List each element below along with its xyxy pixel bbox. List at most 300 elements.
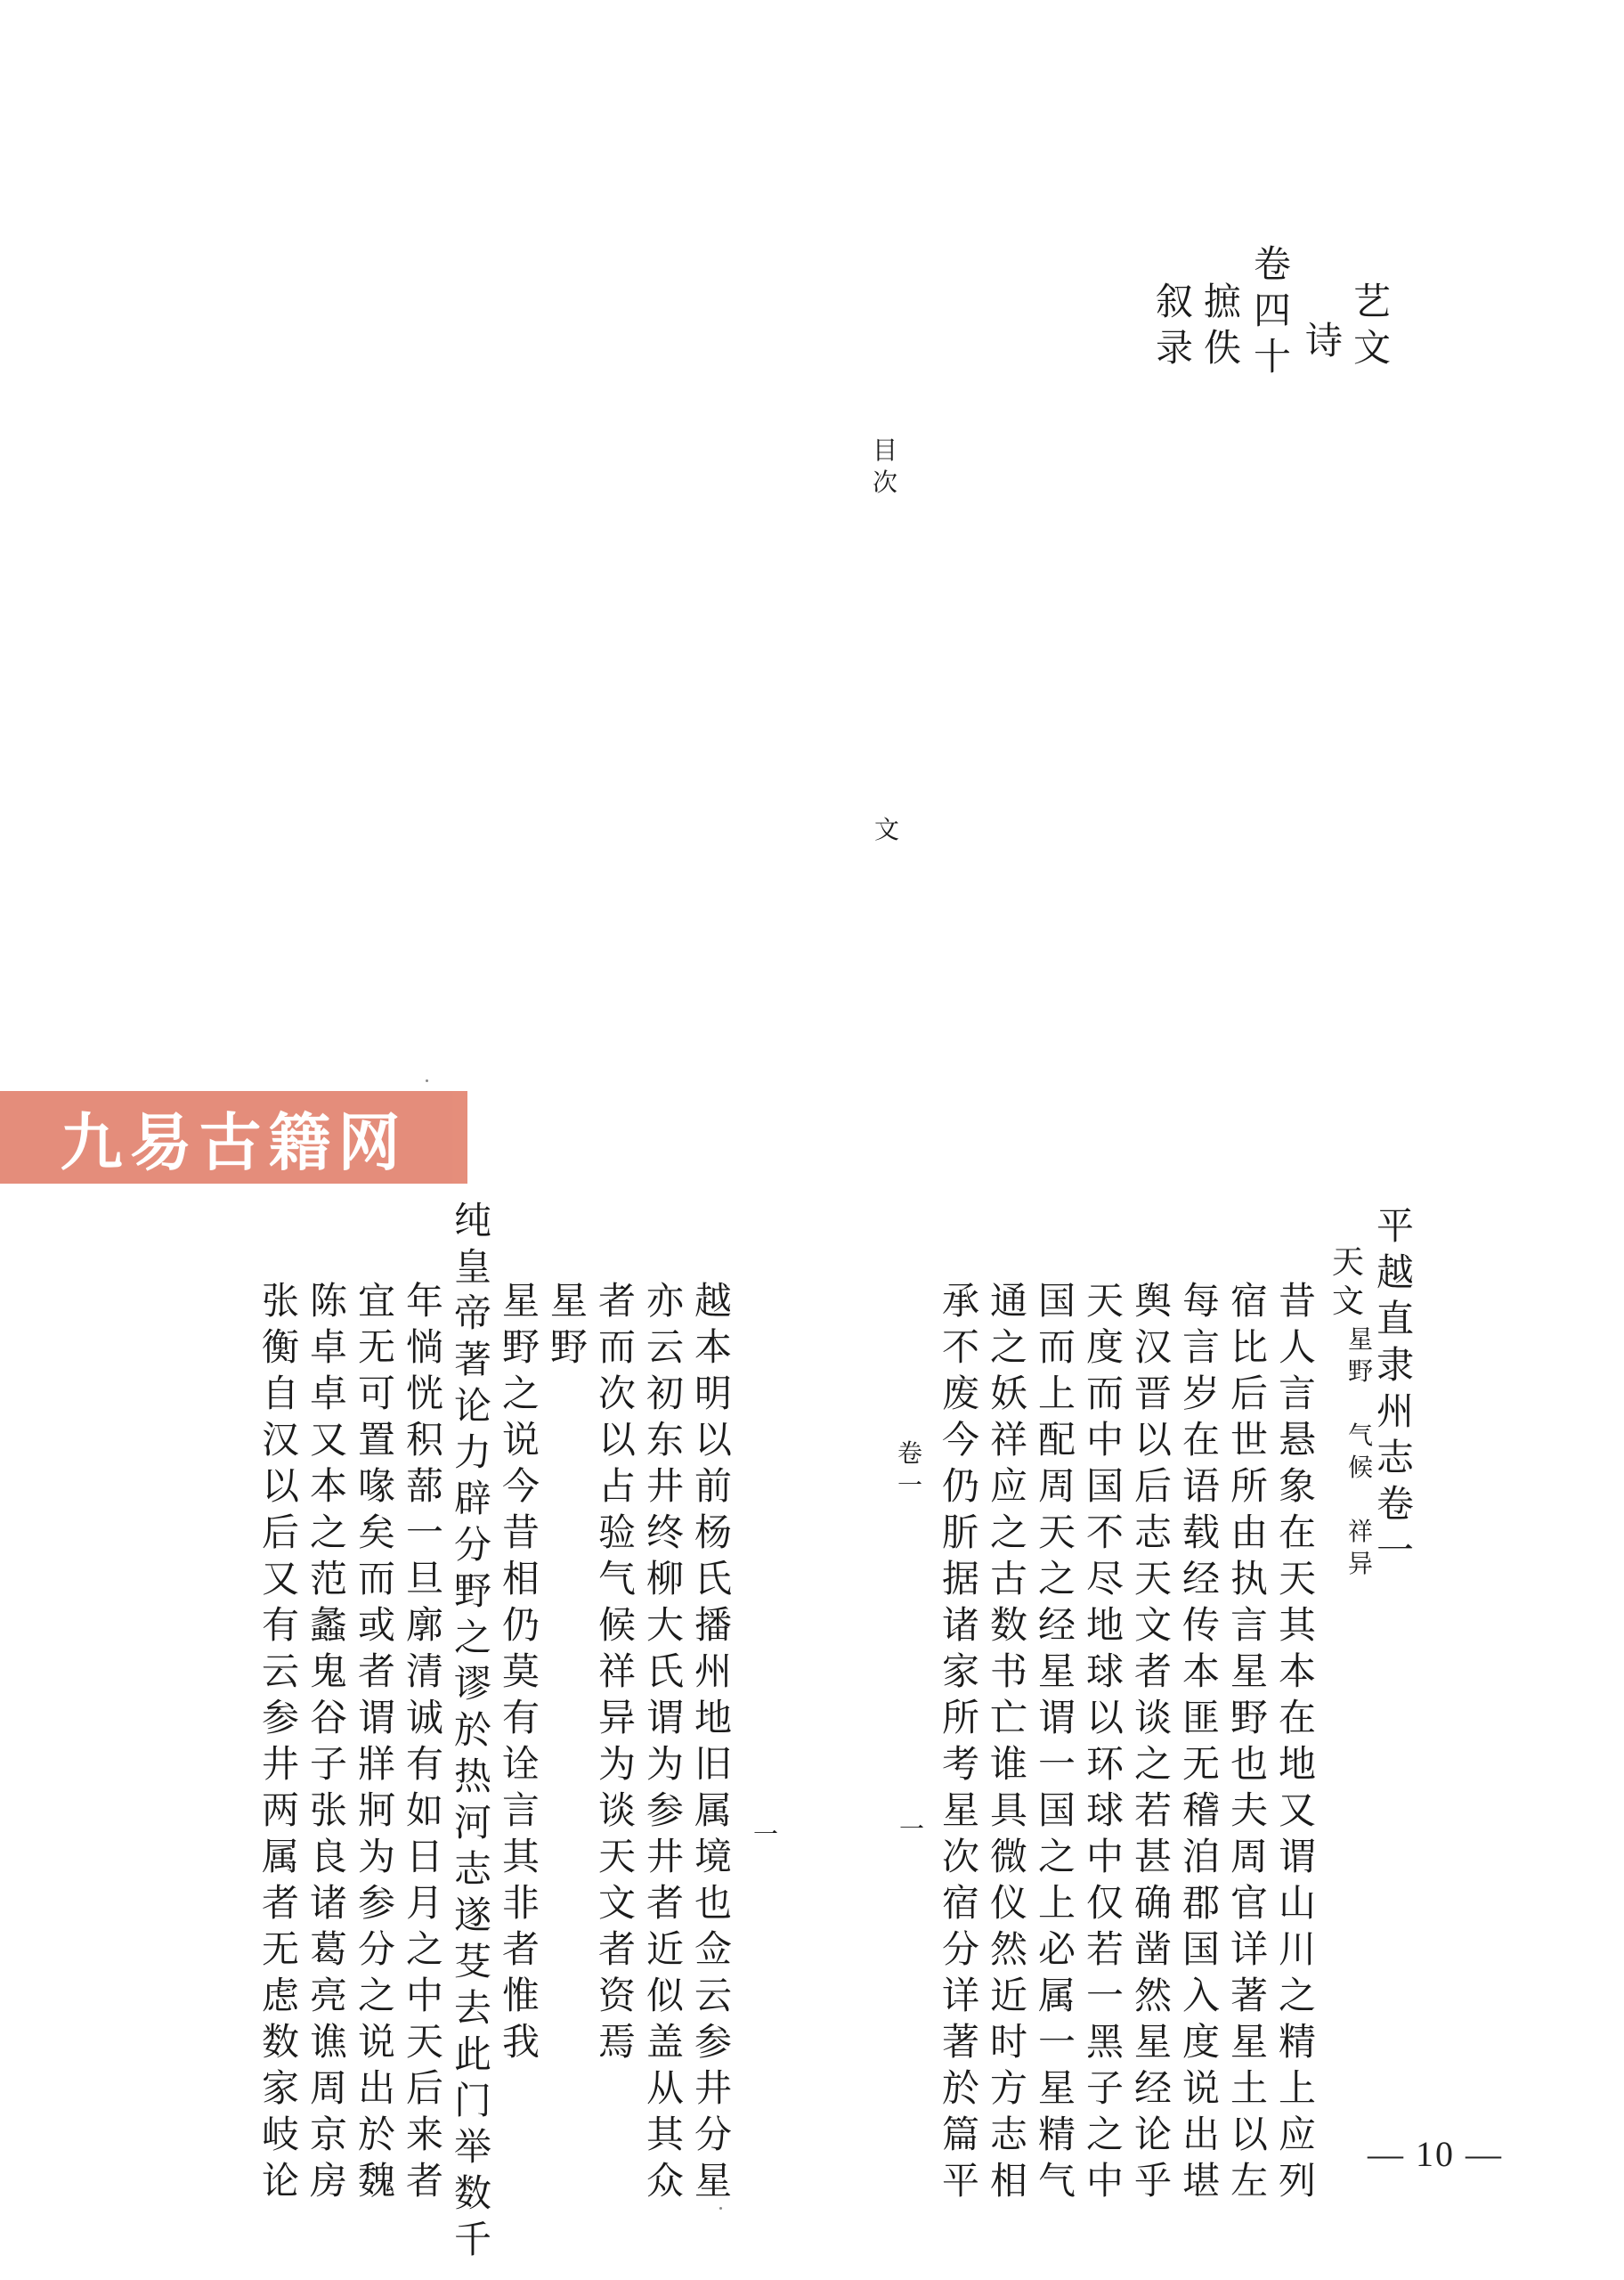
glyph: 川 bbox=[1279, 1927, 1317, 1971]
glyph: 天 bbox=[598, 1835, 637, 1878]
glyph: 来 bbox=[406, 2113, 444, 2156]
glyph: 参 bbox=[694, 2020, 733, 2064]
glyph: 洎 bbox=[1182, 1835, 1221, 1878]
glyph: 氏 bbox=[694, 1557, 733, 1600]
glyph: 精 bbox=[1038, 2113, 1076, 2156]
glyph: 遂 bbox=[454, 1893, 492, 1937]
glyph: 从 bbox=[646, 2066, 685, 2110]
glyph: 而 bbox=[1086, 1372, 1125, 1415]
glyph: 井 bbox=[646, 1464, 685, 1508]
glyph: 承 bbox=[942, 1279, 980, 1323]
glyph: 谈 bbox=[1134, 1696, 1173, 1739]
glyph: 矣 bbox=[358, 1510, 396, 1554]
glyph: 又 bbox=[1279, 1788, 1317, 1832]
glyph: 国 bbox=[1038, 1279, 1076, 1323]
glyph: 稽 bbox=[1182, 1788, 1221, 1832]
glyph: 分 bbox=[358, 1927, 396, 1971]
glyph: 亮 bbox=[310, 1974, 348, 2017]
glyph: 以 bbox=[694, 1418, 733, 1462]
glyph: 祥 bbox=[598, 1649, 637, 1693]
glyph: 范 bbox=[310, 1557, 348, 1600]
glyph: 入 bbox=[1182, 1974, 1221, 2017]
glyph: 异 bbox=[1348, 1549, 1374, 1578]
glyph: 为 bbox=[646, 1742, 685, 1786]
glyph: 盖 bbox=[646, 2020, 685, 2064]
glyph: 谈 bbox=[598, 1788, 637, 1832]
glyph: 言 bbox=[1230, 1603, 1269, 1647]
text-column bbox=[1230, 1279, 1269, 2209]
glyph: 气 bbox=[598, 1557, 637, 1600]
glyph: 仪 bbox=[990, 1881, 1028, 1925]
text-column bbox=[1182, 1279, 1221, 2209]
glyph: 之 bbox=[1279, 1974, 1317, 2017]
glyph: 通 bbox=[990, 1279, 1028, 1323]
glyph: 经 bbox=[1134, 2066, 1173, 2110]
glyph: 宜 bbox=[358, 1279, 396, 1323]
page-number: — 10 — bbox=[1368, 2134, 1503, 2174]
glyph: 志 bbox=[1134, 1510, 1173, 1554]
column-mark-yi bbox=[899, 1814, 925, 1849]
glyph: 传 bbox=[1182, 1603, 1221, 1647]
glyph: 莫 bbox=[502, 1649, 540, 1693]
glyph: 数 bbox=[454, 2171, 492, 2215]
glyph: 帝 bbox=[454, 1291, 492, 1335]
glyph: 初 bbox=[646, 1372, 685, 1415]
glyph: 在 bbox=[1279, 1510, 1317, 1554]
glyph: 肵 bbox=[942, 1510, 980, 1554]
glyph: 上 bbox=[1038, 1881, 1076, 1925]
glyph: 宿 bbox=[1230, 1279, 1269, 1323]
text-column bbox=[502, 1279, 540, 2070]
glyph: 有 bbox=[502, 1696, 540, 1739]
glyph: 卷 bbox=[1254, 242, 1292, 286]
glyph: 非 bbox=[502, 1881, 540, 1925]
glyph: 牁 bbox=[358, 1788, 396, 1832]
glyph: 热 bbox=[454, 1755, 492, 1798]
glyph: 次 bbox=[873, 468, 898, 497]
glyph: 仍 bbox=[502, 1603, 540, 1647]
glyph: 每 bbox=[1182, 1279, 1221, 1323]
glyph: 天 bbox=[1086, 1279, 1125, 1323]
glyph: 卷 bbox=[1376, 1482, 1415, 1526]
glyph: 周 bbox=[1038, 1464, 1076, 1508]
glyph bbox=[1348, 1391, 1373, 1423]
glyph: 废 bbox=[942, 1372, 980, 1415]
glyph: 星 bbox=[1230, 1649, 1269, 1693]
glyph: 天 bbox=[1134, 1557, 1173, 1600]
glyph: 两 bbox=[262, 1788, 300, 1832]
glyph: 晋 bbox=[1134, 1372, 1173, 1415]
glyph: 艺 bbox=[1353, 280, 1392, 323]
glyph: 越 bbox=[694, 1279, 733, 1323]
glyph: 谓 bbox=[646, 1696, 685, 1739]
glyph: 中 bbox=[406, 1974, 444, 2017]
glyph: 今 bbox=[502, 1464, 540, 1508]
book-title bbox=[1376, 1204, 1415, 1578]
text-column bbox=[454, 1199, 492, 2268]
section-title-xingye bbox=[550, 1279, 589, 1375]
glyph: 佚 bbox=[1204, 326, 1242, 370]
glyph: 人 bbox=[1279, 1325, 1317, 1369]
glyph: 於 bbox=[454, 1708, 492, 1752]
glyph: 以 bbox=[262, 1464, 300, 1508]
glyph: 者 bbox=[598, 1927, 637, 1971]
glyph: 摭 bbox=[1204, 280, 1242, 323]
text-column bbox=[1279, 1279, 1317, 2209]
text-column bbox=[1086, 1279, 1125, 2209]
glyph: 上 bbox=[1038, 1372, 1076, 1415]
glyph: 一 bbox=[406, 1510, 444, 1554]
glyph: 比 bbox=[1230, 1325, 1269, 1369]
glyph: 於 bbox=[942, 2066, 980, 2110]
glyph: 若 bbox=[1134, 1788, 1173, 1832]
glyph: 出 bbox=[358, 2066, 396, 2110]
scan-speck bbox=[426, 1079, 428, 1082]
glyph: 仅 bbox=[1086, 1881, 1125, 1925]
glyph: 说 bbox=[502, 1418, 540, 1462]
text-column bbox=[358, 1279, 396, 2209]
glyph: 家 bbox=[942, 1649, 980, 1693]
glyph: 载 bbox=[1182, 1510, 1221, 1554]
glyph: 异 bbox=[598, 1696, 637, 1739]
glyph: 在 bbox=[1182, 1418, 1221, 1462]
glyph: 虑 bbox=[262, 1974, 300, 2017]
glyph: 文 bbox=[598, 1881, 637, 1925]
glyph: 喙 bbox=[358, 1464, 396, 1508]
glyph: 者 bbox=[598, 1279, 637, 1323]
juan-footer bbox=[897, 1438, 923, 1505]
glyph: 语 bbox=[1182, 1464, 1221, 1508]
glyph: 卓 bbox=[310, 1372, 348, 1415]
glyph: 惝 bbox=[406, 1325, 444, 1369]
text-column bbox=[262, 1279, 300, 2209]
toc-item-shi bbox=[1305, 319, 1344, 369]
glyph: 不 bbox=[942, 1325, 980, 1369]
glyph: 详 bbox=[1230, 1927, 1269, 1971]
glyph: 近 bbox=[990, 1974, 1028, 2017]
glyph: 详 bbox=[942, 1974, 980, 2017]
glyph: 应 bbox=[1279, 2113, 1317, 2156]
glyph: 分 bbox=[454, 1523, 492, 1567]
glyph: 相 bbox=[990, 2159, 1028, 2203]
glyph: 旦 bbox=[406, 1557, 444, 1600]
glyph: 舆 bbox=[1134, 1279, 1173, 1323]
glyph: 必 bbox=[1038, 1927, 1076, 1971]
glyph: 次 bbox=[598, 1372, 637, 1415]
glyph: 经 bbox=[1038, 1603, 1076, 1647]
glyph: 官 bbox=[1230, 1881, 1269, 1925]
glyph: 平 bbox=[942, 2159, 980, 2203]
glyph: 世 bbox=[1230, 1418, 1269, 1462]
glyph: 有 bbox=[262, 1603, 300, 1647]
glyph: 而 bbox=[1038, 1325, 1076, 1369]
glyph: 云 bbox=[694, 1974, 733, 2017]
glyph: 衡 bbox=[262, 1325, 300, 1369]
glyph: 天 bbox=[1332, 1244, 1365, 1281]
glyph: 之 bbox=[1038, 1557, 1076, 1600]
glyph: 属 bbox=[262, 1835, 300, 1878]
text-column bbox=[646, 1279, 685, 2209]
glyph: 本 bbox=[310, 1464, 348, 1508]
glyph: 汉 bbox=[262, 1418, 300, 1462]
glyph: 考 bbox=[942, 1742, 980, 1786]
glyph: 应 bbox=[990, 1464, 1028, 1508]
glyph: 诚 bbox=[406, 1696, 444, 1739]
glyph: 谯 bbox=[310, 2020, 348, 2064]
glyph: 参 bbox=[646, 1788, 685, 1832]
glyph: 而 bbox=[598, 1325, 637, 1369]
glyph: 一 bbox=[1038, 1742, 1076, 1786]
glyph: 大 bbox=[646, 1603, 685, 1647]
glyph: 后 bbox=[406, 2066, 444, 2110]
glyph: 之 bbox=[310, 1510, 348, 1554]
glyph: 诸 bbox=[942, 1603, 980, 1647]
glyph: 纯 bbox=[454, 1199, 492, 1242]
glyph: 星 bbox=[694, 2159, 733, 2203]
glyph: 井 bbox=[646, 1835, 685, 1878]
glyph: 资 bbox=[598, 1974, 637, 2017]
glyph: 我 bbox=[502, 2020, 540, 2064]
glyph: 良 bbox=[310, 1835, 348, 1878]
glyph: 凿 bbox=[1134, 1927, 1173, 1971]
glyph: 明 bbox=[694, 1372, 733, 1415]
glyph: 者 bbox=[1134, 1649, 1173, 1693]
glyph: 日 bbox=[406, 1835, 444, 1878]
glyph: 无 bbox=[358, 1325, 396, 1369]
glyph: 隶 bbox=[1376, 1343, 1415, 1387]
glyph: 去 bbox=[454, 1986, 492, 2030]
glyph: 书 bbox=[990, 1649, 1028, 1693]
glyph: 似 bbox=[646, 1974, 685, 2017]
mulu-label bbox=[873, 438, 897, 502]
glyph: 分 bbox=[694, 2113, 733, 2156]
glyph: 力 bbox=[454, 1430, 492, 1474]
glyph: 如 bbox=[406, 1788, 444, 1832]
glyph: 氏 bbox=[646, 1649, 685, 1693]
glyph: 佥 bbox=[694, 1927, 733, 1971]
glyph: 魏 bbox=[358, 2159, 396, 2203]
glyph: 天 bbox=[406, 2020, 444, 2064]
column-mark-yi-left bbox=[753, 1822, 778, 1854]
glyph: 本 bbox=[1182, 1649, 1221, 1693]
toc-juan-label bbox=[1254, 242, 1292, 385]
glyph: 然 bbox=[990, 1927, 1028, 1971]
glyph: 国 bbox=[1038, 1788, 1076, 1832]
glyph: 积 bbox=[406, 1418, 444, 1462]
glyph: 鬼 bbox=[310, 1649, 348, 1693]
glyph: 近 bbox=[646, 1927, 685, 1971]
glyph: 中 bbox=[1086, 1418, 1125, 1462]
glyph: 之 bbox=[406, 1927, 444, 1971]
glyph: 星 bbox=[1230, 2020, 1269, 2064]
glyph: 周 bbox=[1230, 1835, 1269, 1878]
glyph: 子 bbox=[310, 1742, 348, 1786]
glyph: 相 bbox=[502, 1557, 540, 1600]
glyph: 文 bbox=[1353, 326, 1392, 370]
glyph: 参 bbox=[262, 1696, 300, 1739]
glyph: 野 bbox=[1230, 1696, 1269, 1739]
glyph: 谷 bbox=[310, 1696, 348, 1739]
glyph: 无 bbox=[262, 1927, 300, 1971]
glyph: 越 bbox=[1376, 1250, 1415, 1294]
glyph: 国 bbox=[1182, 1927, 1221, 1971]
glyph: 祥 bbox=[1348, 1517, 1374, 1546]
glyph: 左 bbox=[1230, 2159, 1269, 2203]
glyph: 置 bbox=[358, 1418, 396, 1462]
glyph: 说 bbox=[1182, 2066, 1221, 2110]
toc-item-zhiyi bbox=[1204, 280, 1242, 376]
glyph: 堪 bbox=[1182, 2159, 1221, 2203]
glyph: 焉 bbox=[598, 2020, 637, 2064]
glyph: 一 bbox=[1086, 1974, 1125, 2017]
glyph: 蔀 bbox=[406, 1464, 444, 1508]
glyph: 参 bbox=[358, 1881, 396, 1925]
glyph: 本 bbox=[694, 1325, 733, 1369]
glyph: 著 bbox=[942, 2020, 980, 2064]
glyph: 属 bbox=[1038, 1974, 1076, 2017]
glyph: 之 bbox=[454, 1616, 492, 1659]
glyph: 其 bbox=[646, 2113, 685, 2156]
glyph: 也 bbox=[1230, 1742, 1269, 1786]
wen-label bbox=[874, 815, 900, 850]
glyph: 后 bbox=[1134, 1464, 1173, 1508]
glyph: 星 bbox=[1038, 2066, 1076, 2110]
glyph: 者 bbox=[646, 1881, 685, 1925]
glyph: 录 bbox=[1156, 326, 1194, 370]
glyph: 昔 bbox=[502, 1510, 540, 1554]
glyph: 古 bbox=[990, 1557, 1028, 1600]
glyph: 为 bbox=[358, 1835, 396, 1878]
glyph: 一 bbox=[1376, 1528, 1415, 1572]
glyph: 属 bbox=[694, 1788, 733, 1832]
glyph: 夫 bbox=[1230, 1788, 1269, 1832]
glyph: 祥 bbox=[990, 1418, 1028, 1462]
scan-speck bbox=[719, 2207, 722, 2210]
glyph: 之 bbox=[358, 1974, 396, 2017]
watermark-banner bbox=[0, 1091, 467, 1184]
glyph: 言 bbox=[502, 1788, 540, 1832]
glyph: 谁 bbox=[990, 1742, 1028, 1786]
text-column bbox=[694, 1279, 733, 2209]
glyph: 平 bbox=[1376, 1204, 1415, 1248]
glyph: 境 bbox=[694, 1835, 733, 1878]
glyph: 卷 bbox=[897, 1438, 923, 1468]
glyph: 诸 bbox=[310, 1881, 348, 1925]
glyph: 野 bbox=[454, 1569, 492, 1613]
glyph: 土 bbox=[1230, 2066, 1269, 2110]
glyph: 数 bbox=[262, 2020, 300, 2064]
glyph: 论 bbox=[454, 1384, 492, 1428]
glyph: 以 bbox=[598, 1418, 637, 1462]
glyph: 一 bbox=[899, 1814, 925, 1844]
glyph: 柳 bbox=[646, 1557, 685, 1600]
glyph: 昔 bbox=[1279, 1279, 1317, 1323]
glyph: 乎 bbox=[1134, 2159, 1173, 2203]
glyph: 在 bbox=[1279, 1696, 1317, 1739]
glyph: 终 bbox=[646, 1510, 685, 1554]
glyph: 出 bbox=[1182, 2113, 1221, 2156]
glyph: 志 bbox=[454, 1847, 492, 1891]
glyph: 仍 bbox=[942, 1464, 980, 1508]
glyph: 云 bbox=[646, 1325, 685, 1369]
text-column bbox=[942, 1279, 980, 2209]
glyph: 郡 bbox=[1182, 1881, 1221, 1925]
glyph: 辟 bbox=[454, 1477, 492, 1520]
glyph: 地 bbox=[1086, 1603, 1125, 1647]
glyph: 无 bbox=[1182, 1742, 1221, 1786]
glyph: 播 bbox=[694, 1603, 733, 1647]
glyph: 可 bbox=[358, 1372, 396, 1415]
toc-item-xulu bbox=[1156, 280, 1194, 376]
glyph: 张 bbox=[262, 1279, 300, 1323]
glyph: 野 bbox=[1348, 1356, 1374, 1386]
glyph: 以 bbox=[1134, 1418, 1173, 1462]
glyph: 直 bbox=[1376, 1297, 1415, 1340]
glyph: 为 bbox=[598, 1742, 637, 1786]
glyph: 后 bbox=[262, 1510, 300, 1554]
glyph: 文 bbox=[874, 815, 900, 844]
glyph: 之 bbox=[990, 1510, 1028, 1554]
glyph: 前 bbox=[694, 1464, 733, 1508]
glyph: 陈 bbox=[310, 1279, 348, 1323]
glyph: 星 bbox=[1134, 2020, 1173, 2064]
glyph: 中 bbox=[1086, 1835, 1125, 1878]
glyph: 又 bbox=[310, 1418, 348, 1462]
glyph: 妖 bbox=[990, 1372, 1028, 1415]
glyph: 亦 bbox=[646, 1279, 685, 1323]
glyph: 中 bbox=[1086, 2159, 1125, 2203]
glyph: 星 bbox=[1348, 1324, 1374, 1354]
glyph: 河 bbox=[454, 1801, 492, 1844]
glyph: 次 bbox=[942, 1835, 980, 1878]
glyph: 执 bbox=[1230, 1557, 1269, 1600]
glyph: 星 bbox=[502, 1279, 540, 1323]
glyph: 之 bbox=[990, 1325, 1028, 1369]
glyph: 之 bbox=[502, 1372, 540, 1415]
glyph: 志 bbox=[990, 2113, 1028, 2156]
glyph: 若 bbox=[1086, 1927, 1125, 1971]
glyph: 众 bbox=[646, 2159, 685, 2203]
glyph: 然 bbox=[1134, 1974, 1173, 2017]
glyph: 而 bbox=[358, 1557, 396, 1600]
glyph: 天 bbox=[1279, 1557, 1317, 1600]
glyph: 者 bbox=[502, 1927, 540, 1971]
text-column bbox=[990, 1279, 1028, 2209]
glyph: 芟 bbox=[454, 1940, 492, 1983]
glyph: 候 bbox=[598, 1603, 637, 1647]
glyph: 气 bbox=[1038, 2159, 1076, 2203]
glyph: 配 bbox=[1038, 1418, 1076, 1462]
glyph: 论 bbox=[1134, 2113, 1173, 2156]
glyph: 球 bbox=[1086, 1649, 1125, 1693]
glyph: 叙 bbox=[1156, 280, 1194, 323]
glyph: 气 bbox=[1348, 1421, 1374, 1450]
glyph: 诗 bbox=[1305, 319, 1344, 362]
glyph: 所 bbox=[1230, 1464, 1269, 1508]
glyph: 廓 bbox=[406, 1603, 444, 1647]
glyph: 者 bbox=[262, 1881, 300, 1925]
glyph: 野 bbox=[502, 1325, 540, 1369]
glyph: 谓 bbox=[1279, 1835, 1317, 1878]
glyph: 门 bbox=[454, 2079, 492, 2122]
glyph: 葛 bbox=[310, 1927, 348, 1971]
glyph: 其 bbox=[502, 1835, 540, 1878]
glyph: 据 bbox=[942, 1557, 980, 1600]
glyph: 房 bbox=[310, 2159, 348, 2203]
glyph: 象 bbox=[1279, 1464, 1317, 1508]
section-subheader bbox=[1348, 1324, 1374, 1584]
glyph: 井 bbox=[262, 1742, 300, 1786]
